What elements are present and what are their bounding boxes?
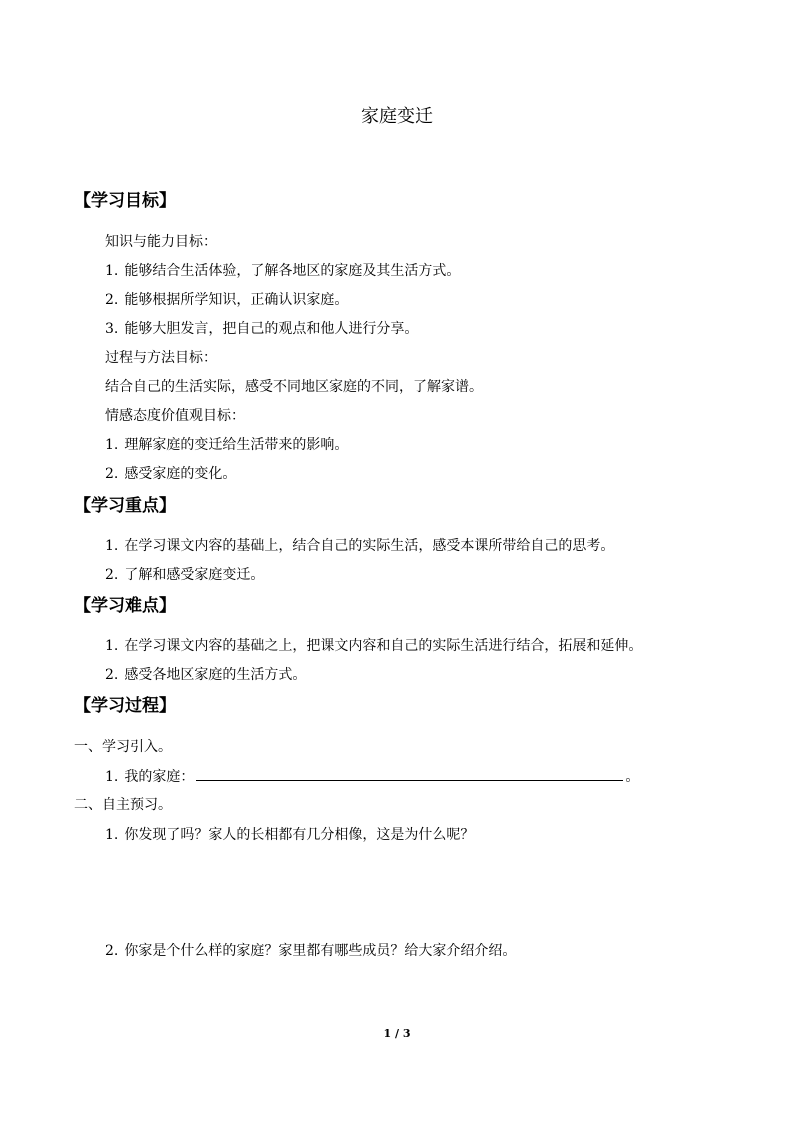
self-study-item bbox=[105, 941, 516, 961]
knowledge-goal-item bbox=[105, 290, 348, 310]
item-text: 在学习课文内容的基础之上，把课文内容和自己的实际生活进行结合，拓展和延伸。 bbox=[124, 638, 643, 654]
process-goals-text: 结合自己的生活实际，感受不同地区家庭的不同，了解家谱。 bbox=[105, 379, 483, 395]
fill-in-blank-line[interactable] bbox=[196, 766, 623, 781]
process-part1-label: 一、学习引入。 bbox=[74, 739, 172, 755]
section-heading-key-points: 【学习重点】 bbox=[74, 496, 176, 516]
difficulty-item bbox=[105, 636, 642, 656]
item-number: 2. bbox=[105, 466, 119, 482]
item-text: 在学习课文内容的基础上，结合自己的实际生活，感受本课所带给自己的思考。 bbox=[124, 538, 615, 554]
item-end-punctuation: 。 bbox=[625, 769, 640, 785]
item-number: 1. bbox=[105, 538, 119, 554]
section-heading-difficulties: 【学习难点】 bbox=[74, 596, 176, 616]
difficulty-item bbox=[105, 665, 306, 685]
item-number: 1. bbox=[105, 263, 119, 279]
key-point-item bbox=[105, 536, 614, 556]
emotion-goal-item bbox=[105, 435, 348, 455]
item-text: 理解家庭的变迁给生活带来的影响。 bbox=[124, 437, 349, 453]
knowledge-goal-item bbox=[105, 319, 418, 339]
item-number: 1. bbox=[105, 638, 119, 654]
item-text: 你家是个什么样的家庭？家里都有哪些成员？给大家介绍介绍。 bbox=[124, 943, 517, 959]
item-text: 能够大胆发言，把自己的观点和他人进行分享。 bbox=[124, 321, 419, 337]
my-family-item bbox=[105, 766, 639, 787]
self-study-item bbox=[105, 825, 474, 845]
item-text: 感受家庭的变化。 bbox=[124, 466, 237, 482]
section-heading-goals: 【学习目标】 bbox=[74, 191, 176, 211]
item-text: 感受各地区家庭的生活方式。 bbox=[124, 667, 307, 683]
process-goals-label: 过程与方法目标： bbox=[105, 350, 217, 366]
emotion-goal-item bbox=[105, 464, 236, 484]
item-text: 能够结合生活体验，了解各地区的家庭及其生活方式。 bbox=[124, 263, 461, 279]
item-text: 你发现了吗？家人的长相都有几分相像，这是为什么呢？ bbox=[124, 827, 475, 843]
section-heading-process: 【学习过程】 bbox=[74, 696, 176, 716]
knowledge-goals-label: 知识与能力目标： bbox=[105, 234, 217, 250]
item-number: 2. bbox=[105, 567, 119, 583]
page-indicator: 1 / 3 bbox=[383, 1027, 411, 1040]
item-number: 1. bbox=[105, 769, 119, 785]
item-number: 1. bbox=[105, 827, 119, 843]
emotion-goals-label: 情感态度价值观目标： bbox=[105, 408, 245, 424]
knowledge-goal-item bbox=[105, 261, 460, 281]
item-number: 2. bbox=[105, 292, 119, 308]
item-number: 1. bbox=[105, 437, 119, 453]
item-number: 3. bbox=[105, 321, 119, 337]
item-number: 2. bbox=[105, 943, 119, 959]
document-title: 家庭变迁 bbox=[361, 106, 433, 127]
item-label: 我的家庭： bbox=[124, 769, 195, 785]
process-part2-label: 二、自主预习。 bbox=[74, 797, 172, 813]
key-point-item bbox=[105, 565, 264, 585]
item-number: 2. bbox=[105, 667, 119, 683]
item-text: 了解和感受家庭变迁。 bbox=[124, 567, 265, 583]
item-text: 能够根据所学知识，正确认识家庭。 bbox=[124, 292, 349, 308]
